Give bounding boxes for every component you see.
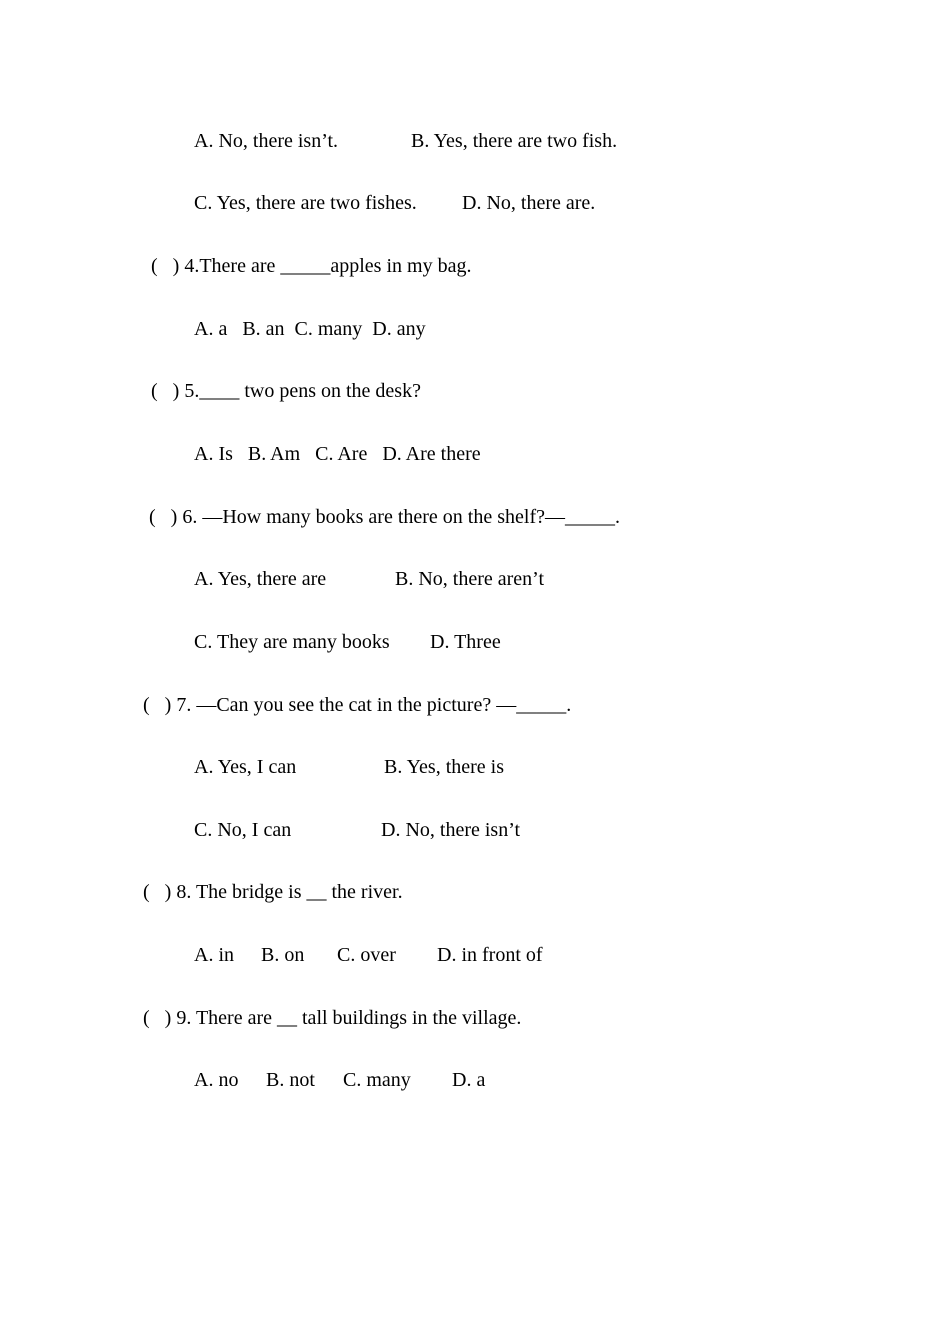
question-9-stem: ( ) 9. There are __ tall buildings in the village. xyxy=(143,1007,522,1029)
question-8-stem: ( ) 8. The bridge is __ the river. xyxy=(143,881,403,903)
question-6-option-b: B. No, there aren’t xyxy=(395,568,545,590)
question-6-stem: ( ) 6. —How many books are there on the shelf?—_____. xyxy=(149,506,620,528)
question-8-option-a: A. in xyxy=(194,944,234,966)
question-9-option-a: A. no xyxy=(194,1069,239,1091)
question-9-option-b: B. not xyxy=(266,1069,315,1091)
question-7-option-d: D. No, there isn’t xyxy=(381,819,521,841)
question-6-option-a: A. Yes, there are xyxy=(194,568,327,590)
question-8-option-d: D. in front of xyxy=(437,944,543,966)
question-7-option-a: A. Yes, I can xyxy=(194,756,297,778)
question-4-options: A. a B. an C. many D. any xyxy=(194,318,426,340)
question-6-option-d: D. Three xyxy=(430,631,501,653)
question-6-option-c: C. They are many books xyxy=(194,631,390,653)
question-8-option-c: C. over xyxy=(337,944,396,966)
question-4-stem: ( ) 4.There are _____apples in my bag. xyxy=(151,255,472,277)
q3-option-d: D. No, there are. xyxy=(462,192,596,214)
question-9-option-c: C. many xyxy=(343,1069,411,1091)
question-9-option-d: D. a xyxy=(452,1069,486,1091)
q3-option-a: A. No, there isn’t. xyxy=(194,130,339,152)
q3-option-b: B. Yes, there are two fish. xyxy=(411,130,618,152)
question-5-options: A. Is B. Am C. Are D. Are there xyxy=(194,443,481,465)
question-7-option-c: C. No, I can xyxy=(194,819,292,841)
question-5-stem: ( ) 5.____ two pens on the desk? xyxy=(151,380,421,402)
question-7-stem: ( ) 7. —Can you see the cat in the picture? —_____. xyxy=(143,694,572,716)
q3-option-c: C. Yes, there are two fishes. xyxy=(194,192,417,214)
question-7-option-b: B. Yes, there is xyxy=(384,756,505,778)
question-8-option-b: B. on xyxy=(261,944,305,966)
